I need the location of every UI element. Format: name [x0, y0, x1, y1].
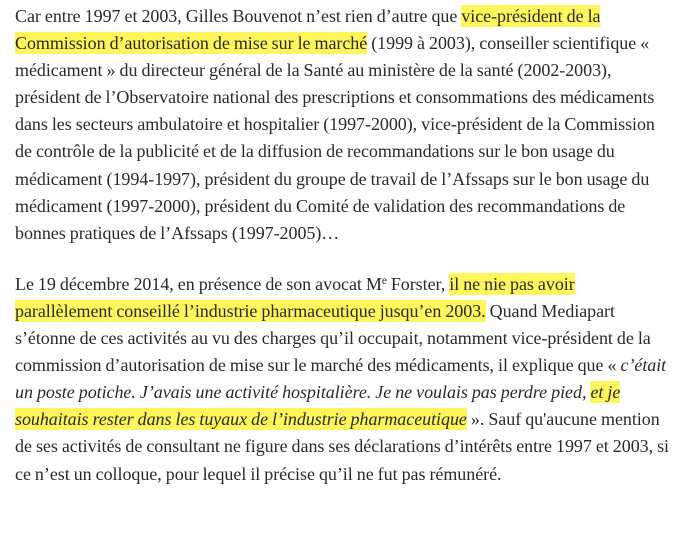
quote-poste-potiche: c’était un poste potiche. J’avais une activité hospitalière. Je ne voulais pas perdre pied,: [15, 355, 667, 403]
maitre-abbreviation-superscript: e: [381, 274, 387, 287]
paragraph-2-text-d: ». Sauf qu'aucune mention de ses activités de consultant ne figure dans ses déclarations d’intérêts entre 1997 et 2003, si ce n’est un colloque, pour lequel il précise qu’il ne fut pas rémunéré.: [15, 409, 670, 484]
quote-tuyaux-industrie: et je souhaitais rester dans les tuyaux de l’industrie pharmaceutique: [15, 382, 621, 430]
paragraph-2-text-a: Le 19 décembre 2014, en présence de son avocat M: [15, 273, 382, 294]
highlight-vice-president: vice-président de la Commission d’autorisation de mise sur le marché: [15, 6, 601, 54]
paragraph-1: [15, 0, 670, 247]
paragraph-1-text-a: Car entre 1997 et 2003, Gilles Bouvenot n’est rien d’autre que: [15, 6, 462, 26]
highlight-conseil-industrie: il ne nie pas avoir parallèlement conseillé l’industrie pharmaceutique jusqu’en 2003.: [15, 273, 575, 321]
paragraph-2-text-b: Forster,: [386, 273, 450, 294]
paragraph-2-text-c: Quand Mediapart s’étonne de ces activités au vu des charges qu’il occupait, notamment vice-président de la commission d’autorisation de mise sur le marché des médicaments, il explique que «: [15, 300, 651, 376]
paragraph-2: [15, 271, 670, 488]
paragraph-1-text-b: (1999 à 2003), conseiller scientifique « médicament » du directeur général de la Santé au ministère de la santé (2002-2003), président de l’Observatoire national des prescriptions et consommations des médicaments dans les secteurs ambulatoire et hospitalier (1997-2000), vice-président de la Commission de contrôle de la publicité et de la diffusion de recommandations sur le bon usage du médicament (1994-1997), président du groupe de travail de l’Afssaps sur le bon usage du médicament (1997-2000), président du Comité de validation des recommandations de bonnes pratiques de l’Afssaps (1997-2005)…: [15, 33, 655, 243]
